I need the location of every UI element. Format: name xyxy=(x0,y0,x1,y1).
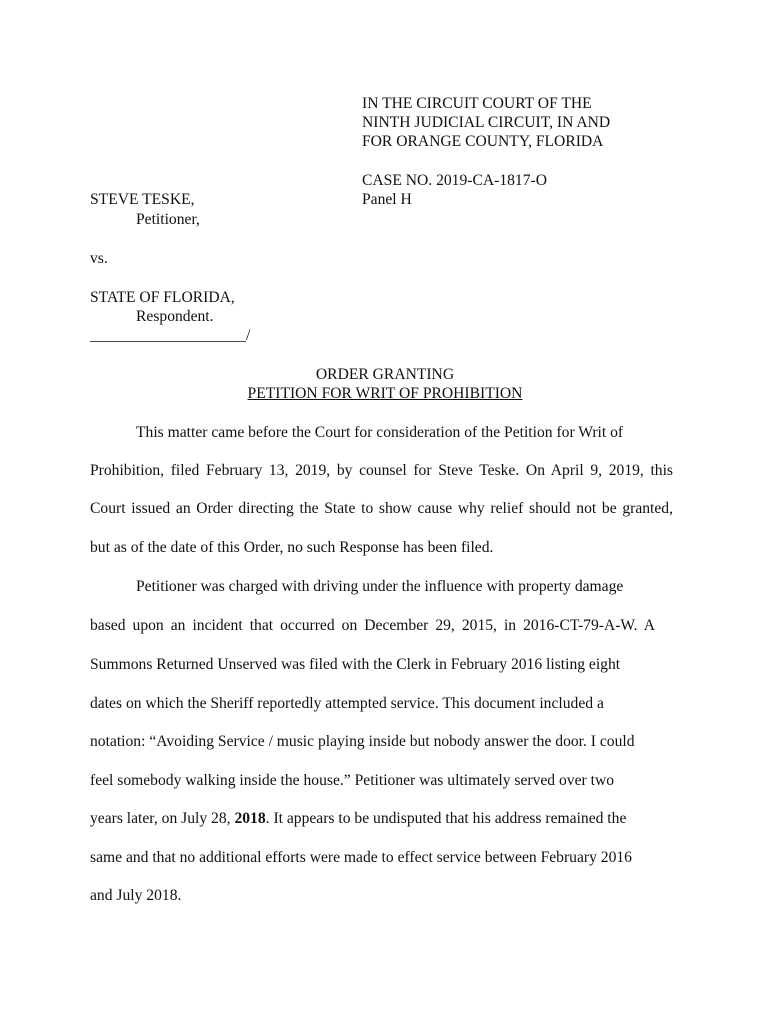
paragraph-line xyxy=(90,809,626,828)
petitioner-role: Petitioner, xyxy=(136,211,200,228)
versus-label: vs. xyxy=(90,250,108,267)
caption-signature-line: ____________________/ xyxy=(90,327,251,344)
court-header-line-2: NINTH JUDICIAL CIRCUIT, IN AND xyxy=(362,114,611,131)
paragraph-line: Prohibition, filed February 13, 2019, by counsel for Steve Teske. On April 9, 2019, this xyxy=(90,462,673,479)
paragraph-line: based upon an incident that occurred on December 29, 2015, in 2016-CT-79-A-W. A xyxy=(90,617,655,634)
paragraph-line: Summons Returned Unserved was filed with the Clerk in February 2016 listing eight xyxy=(90,656,621,673)
paragraph-line: and July 2018. xyxy=(90,887,182,904)
order-title-line-1: ORDER GRANTING xyxy=(315,366,455,383)
paragraph-line: This matter came before the Court for consideration of the Petition for Writ of xyxy=(136,424,624,441)
paragraph-line: Petitioner was charged with driving under the influence with property damage xyxy=(136,578,624,595)
paragraph-text: . It appears to be undisputed that his address remained the xyxy=(265,810,627,827)
paragraph-line: Court issued an Order directing the State to show cause why relief should not be granted, xyxy=(90,500,673,517)
order-title-underlined: PETITION FOR WRIT OF PROHIBITION xyxy=(247,385,523,402)
paragraph-line: dates on which the Sheriff reportedly attempted service. This document included a xyxy=(90,695,604,712)
respondent-name: STATE OF FLORIDA, xyxy=(90,289,235,306)
petitioner-name: STEVE TESKE, xyxy=(90,191,195,208)
paragraph-text: years later, on July 28, xyxy=(90,810,235,827)
court-header-line-1: IN THE CIRCUIT COURT OF THE xyxy=(362,95,592,112)
respondent-role: Respondent. xyxy=(136,308,214,325)
paragraph-line: same and that no additional efforts were made to effect service between February 2016 xyxy=(90,849,632,866)
paragraph-line: but as of the date of this Order, no such Response has been filed. xyxy=(90,539,494,556)
case-panel: Panel H xyxy=(362,191,412,208)
bold-year: 2018 xyxy=(234,810,266,827)
order-title-line-2 xyxy=(0,384,770,403)
court-header-line-3: FOR ORANGE COUNTY, FLORIDA xyxy=(362,133,604,150)
paragraph-line: notation: “Avoiding Service / music playing inside but nobody answer the door. I could xyxy=(90,733,635,750)
paragraph-line: feel somebody walking inside the house.” Petitioner was ultimately served over two xyxy=(90,772,614,789)
case-number: CASE NO. 2019-CA-1817-O xyxy=(362,172,547,189)
